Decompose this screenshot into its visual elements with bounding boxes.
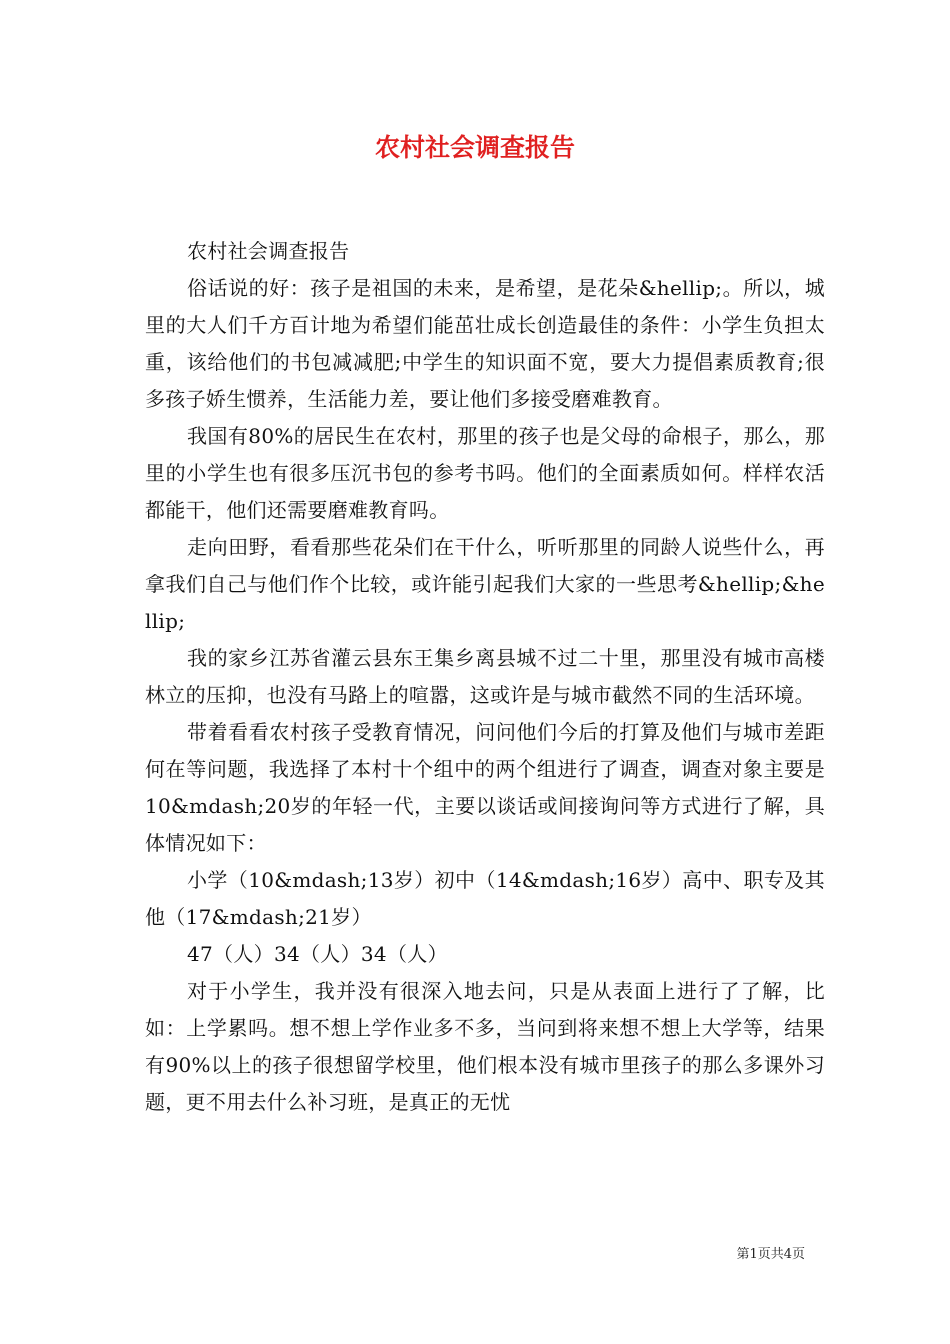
paragraph-age-groups: 小学（10&mdash;13岁）初中（14&mdash;16岁）高中、职专及其他（17&mdash;21岁） bbox=[145, 868, 825, 929]
paragraph-1: 俗话说的好：孩子是祖国的未来，是希望，是花朵&hellip;。所以，城里的大人们千方百计地为希望们能茁壮成长创造最佳的条件：小学生负担太重，该给他们的书包减减肥;中学生的知识面不宽，要大力提倡素质教育;很多孩子娇生惯养，生活能力差，要让他们多接受磨难教育。 bbox=[145, 276, 825, 411]
paragraph-4: 我的家乡江苏省灌云县东王集乡离县城不过二十里，那里没有城市高楼林立的压抑，也没有马路上的喧嚣，这或许是与城市截然不同的生活环境。 bbox=[145, 646, 825, 707]
document-body bbox=[145, 233, 825, 1121]
paragraph-3: 走向田野，看看那些花朵们在干什么，听听那里的同龄人说些什么，再拿我们自己与他们作个比较，或许能引起我们大家的一些思考&hellip;&hellip; bbox=[145, 535, 825, 633]
paragraph-counts: 47（人）34（人）34（人） bbox=[187, 942, 448, 966]
page-number: 第1页共4页 bbox=[736, 1247, 805, 1262]
paragraph-heading: 农村社会调查报告 bbox=[187, 239, 350, 263]
paragraph-6: 对于小学生，我并没有很深入地去问，只是从表面上进行了了解，比如：上学累吗。想不想上学作业多不多，当问到将来想不想上大学等，结果有90%以上的孩子很想留学校里，他们根本没有城市里孩子的那么多课外习题，更不用去什么补习班，是真正的无忧 bbox=[145, 979, 825, 1114]
document-title: 农村社会调查报告 bbox=[374, 133, 575, 162]
paragraph-5: 带着看看农村孩子受教育情况，问问他们今后的打算及他们与城市差距何在等问题，我选择了本村十个组中的两个组进行了调查，调查对象主要是10&mdash;20岁的年轻一代，主要以谈话或间接询问等方式进行了解，具体情况如下： bbox=[145, 720, 825, 855]
paragraph-2: 我国有80%的居民生在农村，那里的孩子也是父母的命根子，那么，那里的小学生也有很多压沉书包的参考书吗。他们的全面素质如何。样样农活都能干，他们还需要磨难教育吗。 bbox=[145, 424, 825, 522]
